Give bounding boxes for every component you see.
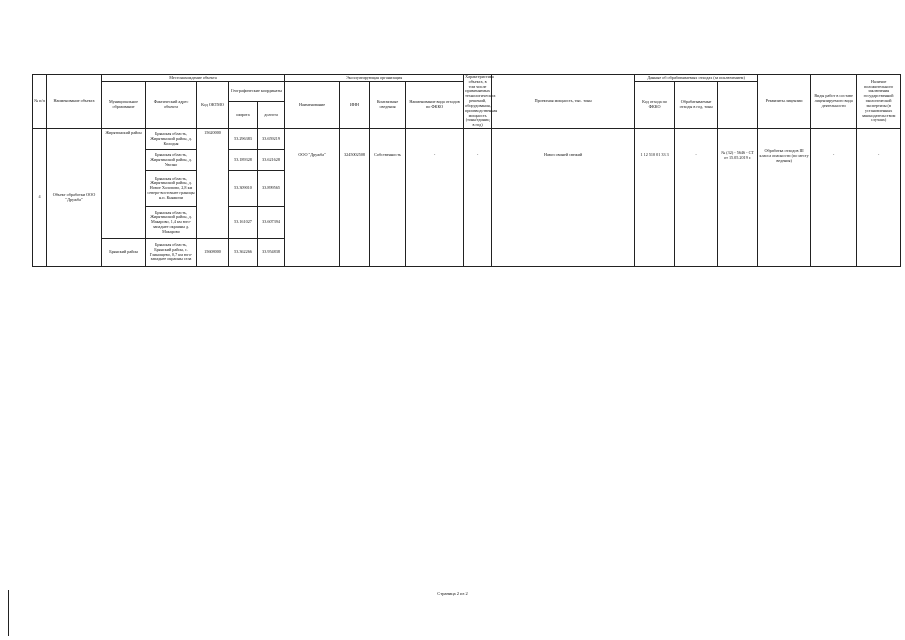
oktmo-2: 15608000 — [197, 239, 229, 267]
address-cell: Брянская область, Жирятинский район, д. Макарово, 1,4 км юго-западнее окраины д. Макарово — [146, 207, 197, 239]
municipality-2: Брянский район — [102, 239, 146, 267]
characteristics: - — [406, 129, 464, 267]
col-work-types-header: Виды работ в составе лицензируемого вида деятельности — [811, 75, 857, 129]
longitude-cell: 33.621628 — [258, 150, 285, 171]
org-name: ООО "Дружба" — [285, 129, 340, 267]
contact: Собственность — [370, 129, 406, 267]
col-latitude-header: широта — [229, 102, 258, 129]
col-org-name-header: Наименование — [285, 82, 340, 129]
address-cell: Брянская область, Брянский район, с. Глинищево, 0,7 км юго-западнее окраины села — [146, 239, 197, 267]
waste-objects-table — [32, 74, 901, 267]
group-operator-header: Эксплуатирующая организация — [285, 75, 464, 82]
group-location-header: Местонахождение объекта — [102, 75, 285, 82]
col-municipality-header: Муниципальное образование — [102, 82, 146, 129]
usage: - — [857, 129, 901, 267]
longitude-cell: 33.899565 — [258, 171, 285, 207]
scan-edge-mark — [8, 590, 9, 636]
address-cell: Брянская область, Жирятинский район, д. Новое Холопово, 2,8 км северо-восточнее границы н.п. Княжичи — [146, 171, 197, 207]
col-oktmo-header: Код ОКТМО — [197, 82, 229, 129]
group-waste-header: Данные об обрабатываемых отходах (за исключением) — [635, 75, 758, 82]
col-inn-header: ИНН — [340, 82, 370, 129]
col-longitude-header: долгота — [258, 102, 285, 129]
oktmo-1: 15620000 — [197, 129, 229, 239]
longitude-cell: 33.607394 — [258, 207, 285, 239]
address-cell: Брянская область, Жирятинский район, д. Увозно — [146, 150, 197, 171]
work-types: Обработка отходов III класса опасности (по месту ведения) — [758, 129, 811, 267]
municipality-1: Жирятинский район — [102, 129, 146, 239]
processed: - — [675, 129, 718, 267]
col-fkko-code-header: Код отхода по ФККО — [635, 82, 675, 129]
col-license-header: Реквизиты лицензии — [758, 75, 811, 129]
address-cell: Брянская область, Жирятинский район, д. Колодня — [146, 129, 197, 150]
col-contact-header: Контактные сведения — [370, 82, 406, 129]
waste-name: Навоз свиней свежий — [492, 129, 635, 267]
row-number: 4 — [33, 129, 47, 267]
latitude-cell: 53.161027 — [229, 207, 258, 239]
group-coordinates-header: Географические координаты — [229, 82, 285, 102]
latitude-cell: 53.309010 — [229, 171, 258, 207]
col-waste-name-header: Наименование вида отходов по ФККО — [406, 82, 464, 129]
inn: 3245002508 — [340, 129, 370, 267]
col-object-name-header: Наименование объекта — [47, 75, 102, 129]
page-footer: Страница 2 из 2 — [437, 591, 468, 596]
col-expertise-header: Наличие положительного заключения государственной экологической экспертизы (в установленных законодательством случаях) — [857, 75, 901, 129]
license: № (32) - 5646 - СТ от 15.05.2019 г. — [718, 129, 758, 267]
object-name: Объект обработки ООО "Дружба" — [47, 129, 102, 267]
latitude-cell: 53.189328 — [229, 150, 258, 171]
col-design-capacity-header: Проектная мощность, тыс. тонн — [492, 75, 635, 129]
col-processed-header: Обрабатываемые отходы в год, тонн — [675, 82, 718, 129]
latitude-cell: 53.362266 — [229, 239, 258, 267]
col-characteristics-header: Характеристика объекта, в том числе применяемых технологических решений, оборудования, производственная мощность (тонн/единиц в год) — [465, 74, 498, 128]
longitude-cell: 33.954838 — [258, 239, 285, 267]
fkko-code: 1 12 510 01 33 3 — [635, 129, 675, 267]
expertise: - — [811, 129, 857, 267]
col-address-header: Фактический адрес объекта — [146, 82, 197, 129]
longitude-cell: 33.659219 — [258, 129, 285, 150]
design-capacity: - — [464, 129, 492, 267]
latitude-cell: 53.296383 — [229, 129, 258, 150]
col-no-header: № п/п — [33, 75, 47, 129]
